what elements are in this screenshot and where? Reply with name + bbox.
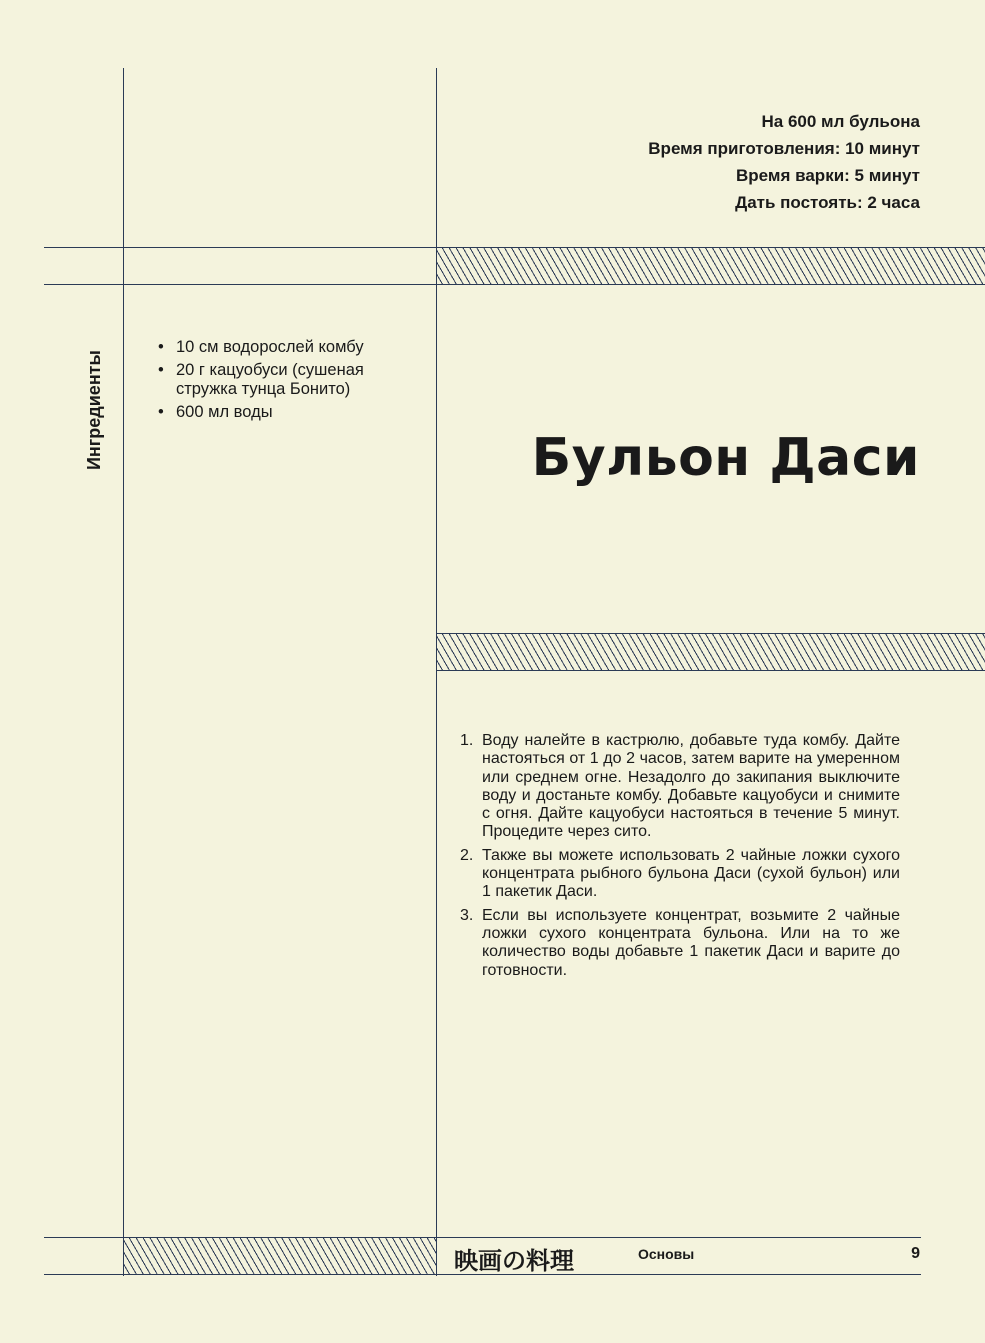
step-number: 3. <box>460 906 474 924</box>
recipe-prep-time: Время приготовления: 10 минут <box>648 139 920 158</box>
step-text: Если вы используете концентрат, возьмите 2 чайные ложки сухого концентрата бульона. Или на то же количество воды добавьте 1 пакетик Даси и варите до готовности. <box>482 906 900 979</box>
page-number: 9 <box>911 1245 920 1262</box>
recipe-rest-time: Дать постоять: 2 часа <box>735 193 920 212</box>
ingredients-list <box>158 338 408 426</box>
step-text: Также вы можете использовать 2 чайные ложки сухого концентрата рыбного бульона Даси (сухой бульон) или 1 пакетик Даси. <box>482 846 900 901</box>
step-number: 2. <box>460 846 474 864</box>
step-text: Воду налейте в кастрюлю, добавьте туда комбу. Дайте настояться от 1 до 2 часов, затем варите на умеренном или среднем огне. Незадолго до закипания выключите воду и достаньте комбу. Добавьте кацуобуси и снимите с огня. Дайте кацуобуси настояться в течение 5 минут. Процедите через сито. <box>482 732 900 841</box>
hatch-band-middle <box>436 633 985 671</box>
step-item <box>460 847 900 902</box>
recipe-cook-time: Время варки: 5 минут <box>736 166 920 185</box>
step-item <box>460 732 900 842</box>
ingredients-heading: Ингредиенты <box>84 350 104 470</box>
ingredient-item: • 20 г кацуобуси (сушеная стружка тунца Бонито) <box>158 361 408 399</box>
grid-line-left <box>123 68 124 1276</box>
recipe-yield: На 600 мл бульона <box>761 112 920 131</box>
recipe-steps <box>460 732 900 985</box>
book-logo: 映画の料理 <box>454 1247 574 1275</box>
hatch-band-top <box>436 247 985 285</box>
step-item <box>460 907 900 980</box>
recipe-title: Бульон Даси <box>531 428 920 488</box>
ingredient-item: • 600 мл воды <box>158 403 408 422</box>
step-number: 1. <box>460 732 474 749</box>
hatch-band-footer <box>123 1237 436 1275</box>
section-name: Основы <box>638 1246 695 1262</box>
ingredient-item: • 10 см водорослей комбу <box>158 338 408 357</box>
recipe-meta <box>648 108 920 216</box>
